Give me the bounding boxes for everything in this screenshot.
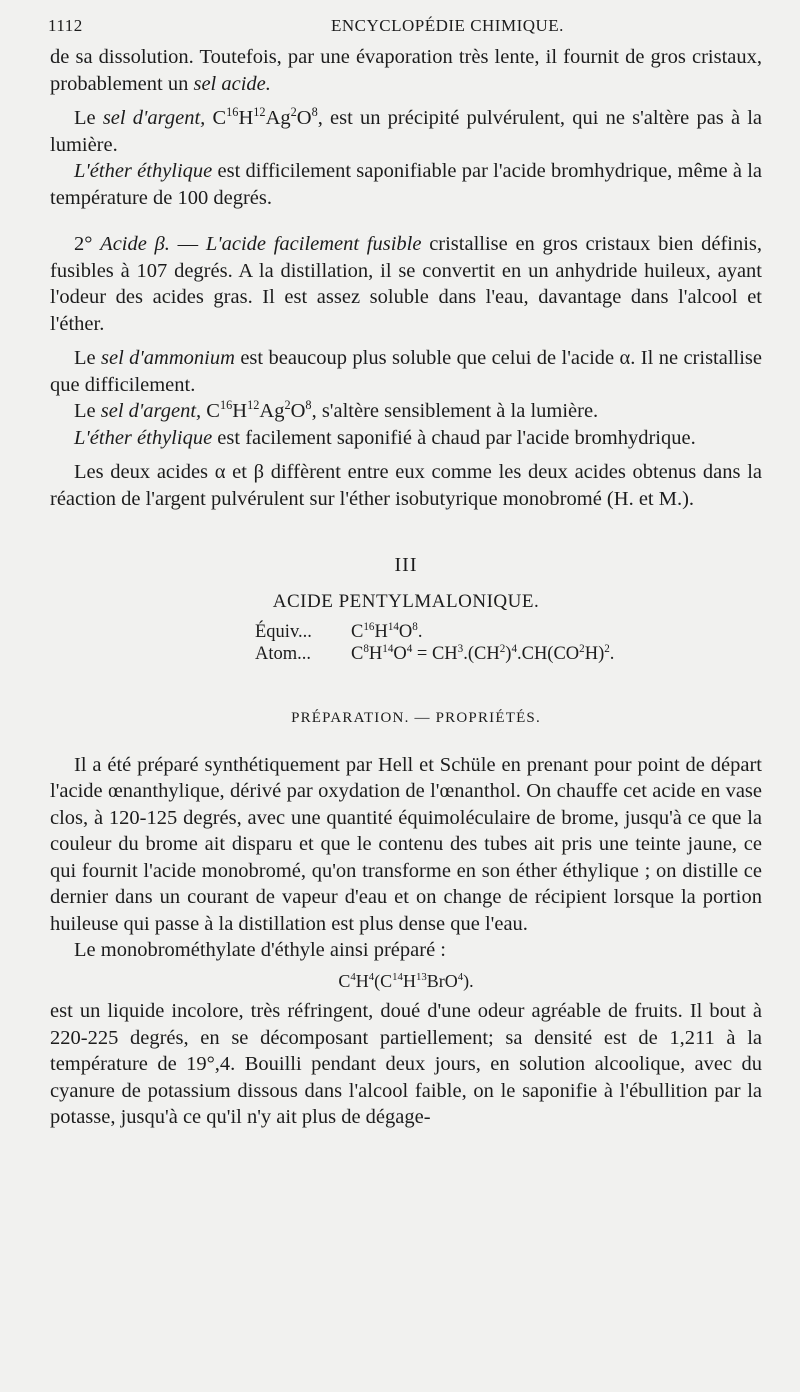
paragraph-monobromo: Le monobrométhylate d'éthyle ainsi préparé : [74,939,446,961]
page-number: 1112 [48,16,83,35]
section-number: III [394,554,418,576]
formula-silver-salt-beta: $C^{16}H^{12}Ag^2O^8$ [206,398,312,422]
running-title: ENCYCLOPÉDIE CHIMIQUE. [331,16,564,35]
paragraph-ether-alpha: L'éther éthylique est difficilement saponifiable par l'acide bromhydrique, même à la température de 100 degrés. [50,160,763,209]
formula-atom: Atom... $C^8H^{14}O^4 = CH^3.(CH^2)^4.CH(CO^2H)^2$. [255,642,615,664]
equiv-label: Équiv... [255,622,312,642]
paragraph-ammonium-salt: Le sel d'ammonium est beaucoup plus soluble que celui de l'acide α. Il ne cristallise que difficilement. [50,347,763,396]
atom-label: Atom... [255,644,312,664]
paragraph-ether-beta: L'éther éthylique est facilement saponifié à chaud par l'acide bromhydrique. [74,426,696,449]
subsection-heading: PRÉPARATION. — PROPRIÉTÉS. [291,710,541,726]
paragraph-silver-salt-alpha: Le sel d'argent, $C^{16}H^{12}Ag^2O^8$, est un précipité pulvérulent, qui ne s'altère pas à la lumière. [50,105,763,156]
paragraph-preparation: Il a été préparé synthétiquement par Hell et Schüle en prenant pour point de départ l'acide œnanthylique, dérivé par oxydation de l'œnanthol. On chauffe cet acide en vase clos, à 120-125 degrés, avec une quantité équimoléculaire de brome, jusqu'à ce que la couleur du brome ait disparu et que le contenu des tubes ait pris une teinte jaune, ce qui fournit l'acide monobromé, qu'on transforme en son éther éthylique ; on distille ce dernier dans un courant de vapeur d'eau et on change de récipient lorsque la portion huileuse qui passe à la distillation est plus dense que l'eau. [50,753,762,935]
formula-block [255,621,762,665]
page-body [50,44,762,1131]
page-header [48,10,760,38]
paragraph-acid-beta: 2° Acide β. — L'acide facilement fusible cristallise en gros cristaux bien définis, fusibles à 107 degrés. A la distillation, il se convertit en un anhydride huileux, ayant l'odeur des acides gras. Il est assez soluble dans l'eau, davantage dans l'alcool et l'éther. [50,233,763,335]
paragraph-comparison: Les deux acides α et β diffèrent entre eux comme les deux acides obtenus dans la réaction de l'argent pulvérulent sur l'éther isobutyrique monobromé (H. et M.). [50,461,762,510]
formula-equiv: Équiv... $C^{16}H^{14}O^8$. [255,620,423,642]
section-title: ACIDE PENTYLMALONIQUE. [272,590,540,612]
paragraph-silver-salt-beta: Le sel d'argent, $C^{16}H^{12}Ag^2O^8$, s'altère sensiblement à la lumière. [74,398,599,422]
formula-silver-salt-alpha: $C^{16}H^{12}Ag^2O^8$ [212,105,318,129]
paragraph-1: de sa dissolution. Toutefois, par une évaporation très lente, il fournit de gros cristaux, probablement un sel acide. [50,46,762,95]
paragraph-properties: est un liquide incolore, très réfringent, doué d'une odeur agréable de fruits. Il bout à 220-225 degrés, en se décomposant partiellement; sa densité est de 1,211 à la température de 19°,4. Bouilli pendant deux jours, en solution alcoolique, avec du cyanure de potassium dissous dans l'alcool faible, on le saponifie à l'ébullition par la potasse, jusqu'à ce qu'il n'y ait plus de dégage- [50,1000,762,1128]
formula-monobromo: $C^4H^4(C^{14}H^{13}BrO^4)$. [338,970,474,991]
